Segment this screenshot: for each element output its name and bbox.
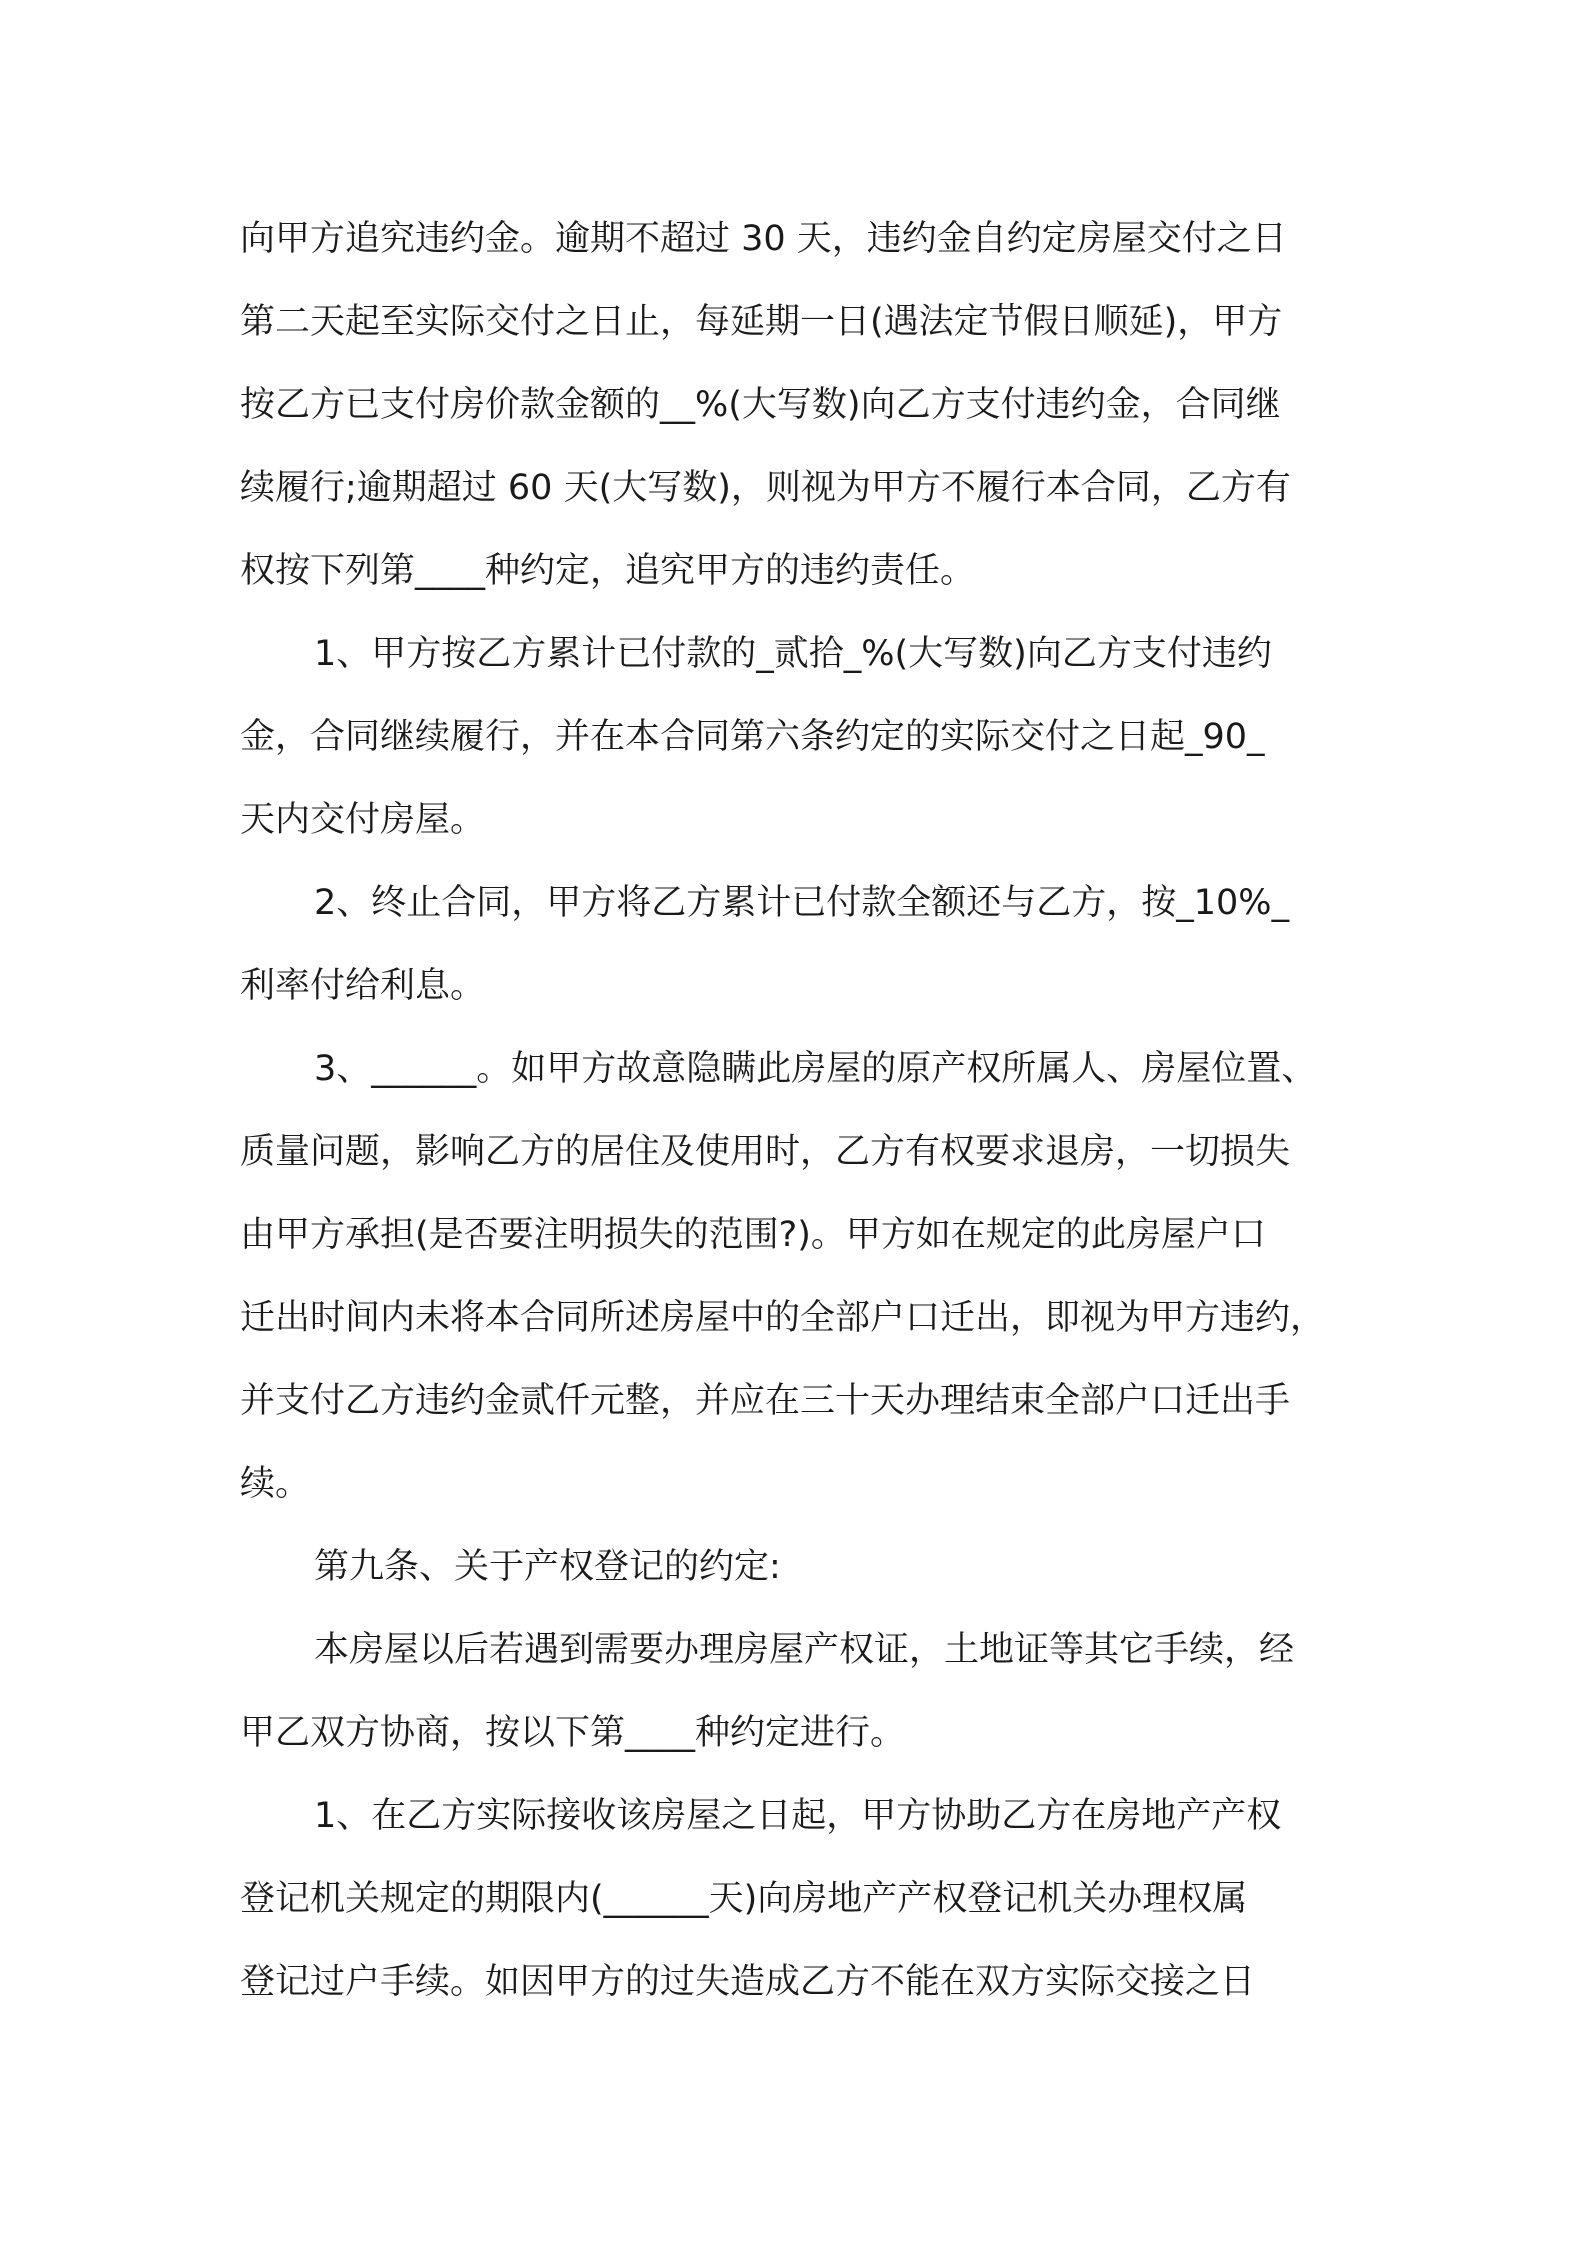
text-line: 按乙方已支付房价款金额的__%(大写数)向乙方支付违约金，合同继 bbox=[240, 385, 1281, 425]
text-line: 第二天起至实际交付之日止，每延期一日(遇法定节假日顺延)，甲方 bbox=[240, 302, 1283, 342]
paragraph-start-line: 本房屋以后若遇到需要办理房屋产权证，土地证等其它手续，经 bbox=[314, 1630, 1295, 1670]
text-line: 甲乙双方协商，按以下第____种约定进行。 bbox=[240, 1713, 906, 1753]
clause-1-line: 1、在乙方实际接收该房屋之日起，甲方协助乙方在房地产产权 bbox=[314, 1796, 1282, 1836]
text-line: 金，合同继续履行，并在本合同第六条约定的实际交付之日起_90_ bbox=[240, 717, 1265, 757]
clause-3-line: 3、______。如甲方故意隐瞒此房屋的原产权所属人、房屋位置、 bbox=[314, 1049, 1317, 1089]
text-line: 权按下列第____种约定，追究甲方的违约责任。 bbox=[240, 551, 976, 591]
text-line: 登记机关规定的期限内(______天)向房地产产权登记机关办理权属 bbox=[240, 1879, 1248, 1919]
clause-1-line: 1、甲方按乙方累计已付款的_贰拾_%(大写数)向乙方支付违约 bbox=[314, 634, 1272, 674]
document-body bbox=[240, 198, 1370, 2024]
text-line: 并支付乙方违约金贰仟元整，并应在三十天办理结束全部户口迁出手 bbox=[240, 1381, 1291, 1421]
text-line: 迁出时间内未将本合同所述房屋中的全部户口迁出，即视为甲方违约， bbox=[240, 1298, 1326, 1338]
text-line: 登记过户手续。如因甲方的过失造成乙方不能在双方实际交接之日 bbox=[240, 1962, 1256, 2002]
text-line: 利率付给利息。 bbox=[240, 966, 486, 1006]
clause-2-line: 2、终止合同，甲方将乙方累计已付款全额还与乙方，按_10%_ bbox=[314, 883, 1290, 923]
text-line: 向甲方追究违约金。逾期不超过 30 天，违约金自约定房屋交付之日 bbox=[240, 219, 1287, 259]
article-9-heading: 第九条、关于产权登记的约定: bbox=[314, 1547, 781, 1587]
text-line: 质量问题，影响乙方的居住及使用时，乙方有权要求退房，一切损失 bbox=[240, 1132, 1291, 1172]
text-line: 天内交付房屋。 bbox=[240, 800, 486, 840]
text-line: 续履行;逾期超过 60 天(大写数)，则视为甲方不履行本合同，乙方有 bbox=[240, 468, 1291, 508]
text-line: 由甲方承担(是否要注明损失的范围?)。甲方如在规定的此房屋户口 bbox=[240, 1215, 1266, 1255]
text-line: 续。 bbox=[240, 1464, 311, 1504]
